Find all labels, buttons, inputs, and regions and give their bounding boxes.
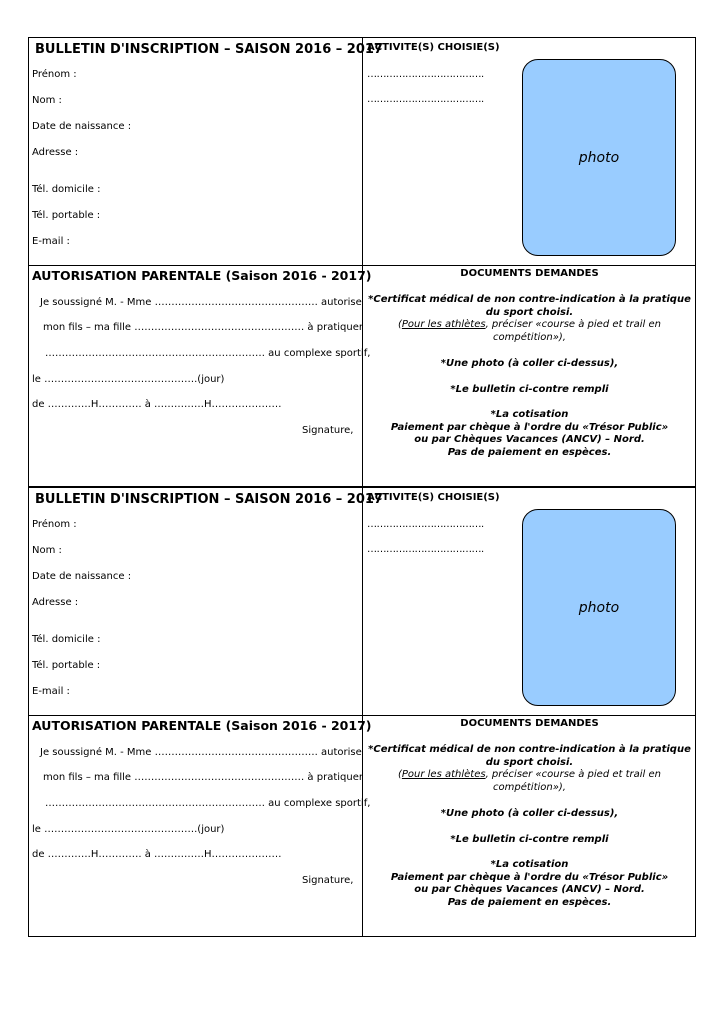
- field-adresse: Adresse :: [32, 597, 79, 608]
- paiement-line-2: ou par Chèques Vacances (ANCV) – Nord.: [414, 434, 645, 445]
- paiement-line-3: Pas de paiement en espèces.: [447, 896, 612, 908]
- certif-line-2: du sport choisi.: [485, 306, 574, 318]
- documents-title: DOCUMENTS DEMANDES: [460, 268, 599, 279]
- cotisation-line: *La cotisation: [490, 409, 569, 420]
- field-prenom: Prénom :: [32, 69, 77, 80]
- row-divider: [29, 265, 695, 266]
- field-tel-portable: Tél. portable :: [32, 210, 101, 221]
- activite-line-1: ……………………………….: [367, 69, 484, 80]
- documents-bulletin: *Le bulletin ci-contre rempli: [450, 834, 609, 845]
- autorisation-line-2: mon fils – ma fille …………………………………………… à pratiquer: [43, 322, 363, 333]
- field-date-naissance: Date de naissance :: [32, 571, 132, 582]
- autorisation-line-4: le ……………………………………….(jour): [32, 374, 225, 385]
- field-nom: Nom :: [32, 95, 62, 106]
- activites-title: ACTIVITE(S) CHOISIE(S): [367, 42, 500, 53]
- documents-certificat: [363, 744, 696, 794]
- paiement-line-1: Paiement par chèque à l'ordre du «Trésor Public»: [390, 871, 669, 883]
- athletes-line-1: (Pour les athlètes, préciser «course à pied et trail en: [397, 769, 662, 780]
- athletes-underlined: Pour les athlètes: [401, 769, 486, 780]
- activite-line-2: ……………………………….: [367, 94, 484, 105]
- autorisation-line-1: Je soussigné M. - Mme …………………………………………. autorise: [40, 747, 362, 758]
- field-nom: Nom :: [32, 545, 62, 556]
- documents-cotisation: [363, 409, 696, 459]
- registration-form-2: [28, 487, 696, 937]
- registration-form-1: [28, 37, 696, 487]
- photo-placeholder: [522, 59, 676, 256]
- cotisation-line: *La cotisation: [490, 859, 569, 870]
- athletes-underlined: Pour les athlètes: [401, 319, 486, 330]
- documents-cotisation: [363, 859, 696, 909]
- field-email: E-mail :: [32, 236, 70, 247]
- certif-line-1: *Certificat médical de non contre-indication à la pratique: [368, 294, 691, 305]
- athletes-line-1: (Pour les athlètes, préciser «course à pied et trail en: [397, 319, 662, 330]
- autorisation-title: AUTORISATION PARENTALE (Saison 2016 - 2017): [32, 718, 372, 733]
- athletes-line-2: compétition»),: [493, 781, 566, 793]
- activite-line-1: ……………………………….: [367, 519, 484, 530]
- athletes-rest: , préciser «course à pied et trail en: [485, 319, 662, 330]
- inscription-title: BULLETIN D'INSCRIPTION – SAISON 2016 – 2017: [35, 492, 383, 507]
- activites-title: ACTIVITE(S) CHOISIE(S): [367, 492, 500, 503]
- row-divider: [29, 715, 695, 716]
- certif-line-2: du sport choisi.: [485, 756, 574, 768]
- field-tel-domicile: Tél. domicile :: [32, 184, 101, 195]
- photo-label: photo: [578, 150, 620, 166]
- documents-photo: *Une photo (à coller ci-dessus),: [440, 808, 619, 819]
- autorisation-line-1: Je soussigné M. - Mme …………………………………………. autorise: [40, 297, 362, 308]
- athletes-line-2: compétition»),: [493, 331, 566, 343]
- field-date-naissance: Date de naissance :: [32, 121, 132, 132]
- documents-photo: *Une photo (à coller ci-dessus),: [440, 358, 619, 369]
- paiement-line-2: ou par Chèques Vacances (ANCV) – Nord.: [414, 884, 645, 895]
- autorisation-line-5: de ………….H…………. à ……………H…………………: [32, 399, 282, 410]
- athletes-rest: , préciser «course à pied et trail en: [485, 769, 662, 780]
- autorisation-line-5: de ………….H…………. à ……………H…………………: [32, 849, 282, 860]
- autorisation-line-3: ………………………………………………………… au complexe sportif,: [45, 348, 371, 359]
- paiement-line-1: Paiement par chèque à l'ordre du «Trésor Public»: [390, 421, 669, 433]
- field-prenom: Prénom :: [32, 519, 77, 530]
- autorisation-line-4: le ……………………………………….(jour): [32, 824, 225, 835]
- field-tel-portable: Tél. portable :: [32, 660, 101, 671]
- autorisation-title: AUTORISATION PARENTALE (Saison 2016 - 2017): [32, 268, 372, 283]
- activite-line-2: ……………………………….: [367, 544, 484, 555]
- photo-label: photo: [578, 600, 620, 616]
- field-tel-domicile: Tél. domicile :: [32, 634, 101, 645]
- signature-label: Signature,: [302, 425, 354, 436]
- photo-placeholder: [522, 509, 676, 706]
- documents-title: DOCUMENTS DEMANDES: [460, 718, 599, 729]
- documents-bulletin: *Le bulletin ci-contre rempli: [450, 384, 609, 395]
- certif-line-1: *Certificat médical de non contre-indication à la pratique: [368, 744, 691, 755]
- autorisation-line-3: ………………………………………………………… au complexe sportif,: [45, 798, 371, 809]
- field-adresse: Adresse :: [32, 147, 79, 158]
- paiement-line-3: Pas de paiement en espèces.: [447, 446, 612, 458]
- signature-label: Signature,: [302, 875, 354, 886]
- inscription-title: BULLETIN D'INSCRIPTION – SAISON 2016 – 2017: [35, 42, 383, 57]
- documents-certificat: [363, 294, 696, 344]
- autorisation-line-2: mon fils – ma fille …………………………………………… à pratiquer: [43, 772, 363, 783]
- field-email: E-mail :: [32, 686, 70, 697]
